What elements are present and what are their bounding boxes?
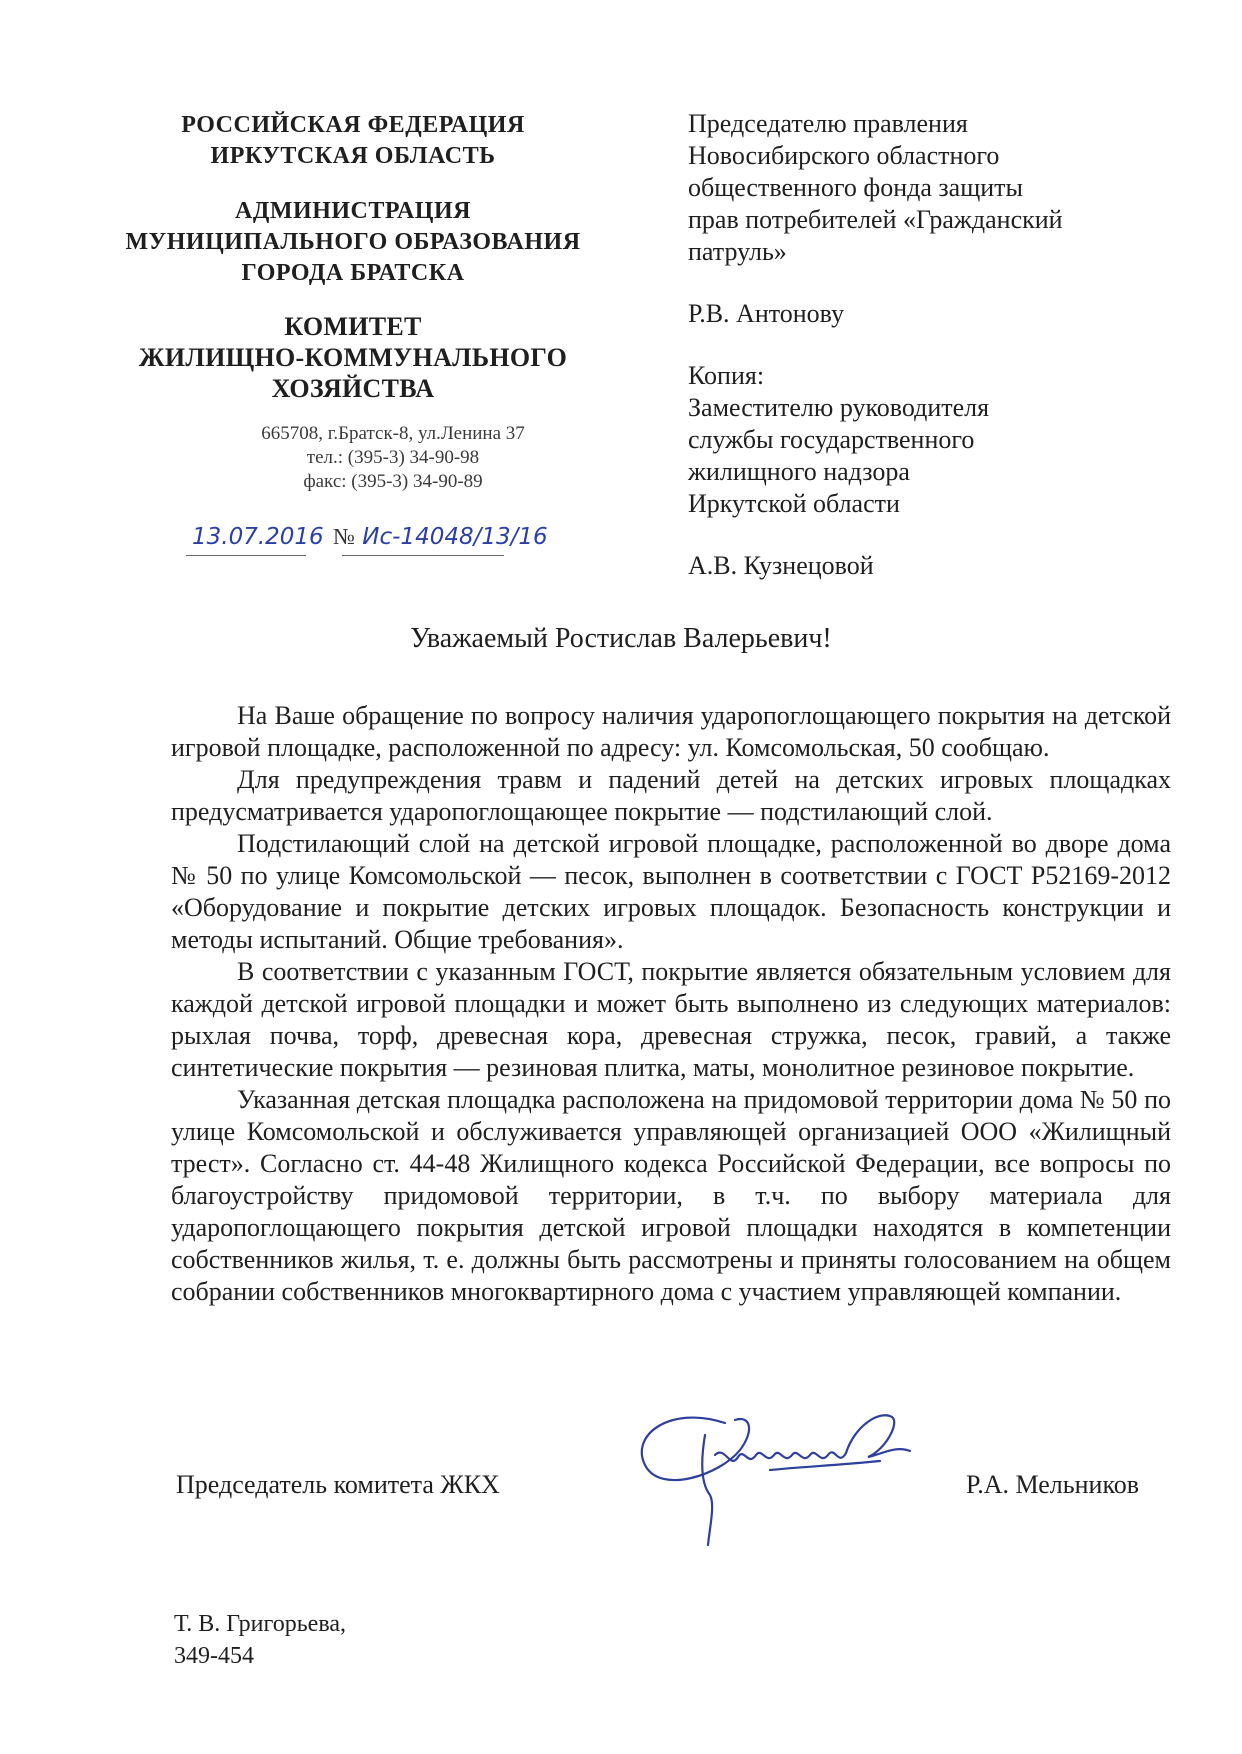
body-paragraph: Указанная детская площадка расположена на придомовой территории дома № 50 по улице Комсомольской и обслуживается управляющей организацией ООО «Жилищный трест». Согласно ст. 44-48 Жилищного кодекса Российской Федерации, все вопросы по благоустройству придомовой территории, в т.ч. по выбору материала для ударопоглощающего покрытия детской игровой площадки находятся в компетенции собственников жилья, т. е. должны быть рассмотрены и приняты голосованием на общем собрании собственников многоквартирного дома с участием управляющей компании. bbox=[171, 1085, 1171, 1306]
letter-body bbox=[171, 700, 1171, 1308]
fax-number: факс: (395-3) 34-90-89 bbox=[303, 471, 483, 492]
committee-line-2: ЖИЛИЩНО-КОММУНАЛЬНОГО bbox=[138, 343, 568, 372]
addressee-line: прав потребителей «Гражданский bbox=[688, 205, 1063, 234]
date-underline bbox=[186, 555, 306, 556]
letter-date: 13.07.2016 bbox=[192, 524, 324, 550]
addressee-line: Председателю правления bbox=[688, 109, 968, 138]
admin-line-2: МУНИЦИПАЛЬНОГО ОБРАЗОВАНИЯ bbox=[125, 229, 581, 255]
addressee-name: Р.В. Антонову bbox=[688, 299, 845, 328]
copy-label: Копия: bbox=[688, 361, 765, 390]
copy-line: Иркутской области bbox=[688, 489, 900, 518]
executor-name: Т. В. Григорьева, bbox=[174, 1611, 346, 1637]
greeting: Уважаемый Ростислав Валерьевич! bbox=[410, 623, 832, 654]
outgoing-reference bbox=[192, 524, 548, 550]
copy-line: жилищного надзора bbox=[688, 457, 910, 486]
country-line: РОССИЙСКАЯ ФЕДЕРАЦИЯ bbox=[181, 112, 525, 138]
admin-line-1: АДМИНИСТРАЦИЯ bbox=[235, 198, 471, 224]
executor-phone: 349-454 bbox=[174, 1643, 254, 1669]
copy-name: А.В. Кузнецовой bbox=[688, 551, 874, 580]
addressee-block bbox=[688, 108, 1148, 582]
addressee-line: Новосибирского областного bbox=[688, 141, 1000, 170]
admin-line-3: ГОРОДА БРАТСКА bbox=[241, 260, 465, 286]
region-line: ИРКУТСКАЯ ОБЛАСТЬ bbox=[210, 143, 496, 169]
addressee-line: патруль» bbox=[688, 237, 787, 266]
phone-number: тел.: (395-3) 34-90-98 bbox=[306, 447, 480, 468]
copy-line: Заместителю руководителя bbox=[688, 393, 990, 422]
committee-line-3: ХОЗЯЙСТВА bbox=[271, 374, 435, 403]
addressee-line: общественного фонда защиты bbox=[688, 173, 1023, 202]
handwritten-signature bbox=[630, 1395, 930, 1555]
executor-block bbox=[174, 1608, 346, 1672]
letter-number: Ис-14048/13/16 bbox=[362, 524, 548, 550]
copy-line: службы государственного bbox=[688, 425, 975, 454]
number-sign: № bbox=[333, 524, 355, 549]
body-paragraph: В соответствии с указанным ГОСТ, покрытие является обязательным условием для каждой детской игровой площадки и может быть выполнено из следующих материалов: рыхлая почва, торф, древесная кора, древесная стружка, песок, гравий, а также синтетические покрытия — резиновая плитка, маты, монолитное резиновое покрытие. bbox=[171, 957, 1171, 1082]
signatory-name: Р.А. Мельников bbox=[966, 1470, 1140, 1499]
body-paragraph: На Ваше обращение по вопросу наличия ударопоглощающего покрытия на детской игровой площадке, расположенной по адресу: ул. Комсомольская, 50 сообщаю. bbox=[171, 701, 1171, 762]
signatory-title: Председатель комитета ЖКХ bbox=[176, 1470, 500, 1499]
letterhead bbox=[118, 110, 588, 494]
postal-address: 665708, г.Братск-8, ул.Ленина 37 bbox=[261, 423, 525, 444]
body-paragraph: Подстилающий слой на детской игровой площадке, расположенной во дворе дома № 50 по улице Комсомольской — песок, выполнен в соответствии с ГОСТ Р52169-2012 «Оборудование и покрытие детских игровых площадок. Безопасность конструкции и методы испытаний. Общие требования». bbox=[171, 829, 1171, 954]
committee-line-1: КОМИТЕТ bbox=[284, 312, 422, 341]
number-underline bbox=[342, 555, 504, 556]
contact-block bbox=[118, 422, 588, 494]
body-paragraph: Для предупреждения травм и падений детей на детских игровых площадках предусматривается ударопоглощающее покрытие — подстилающий слой. bbox=[171, 765, 1171, 826]
